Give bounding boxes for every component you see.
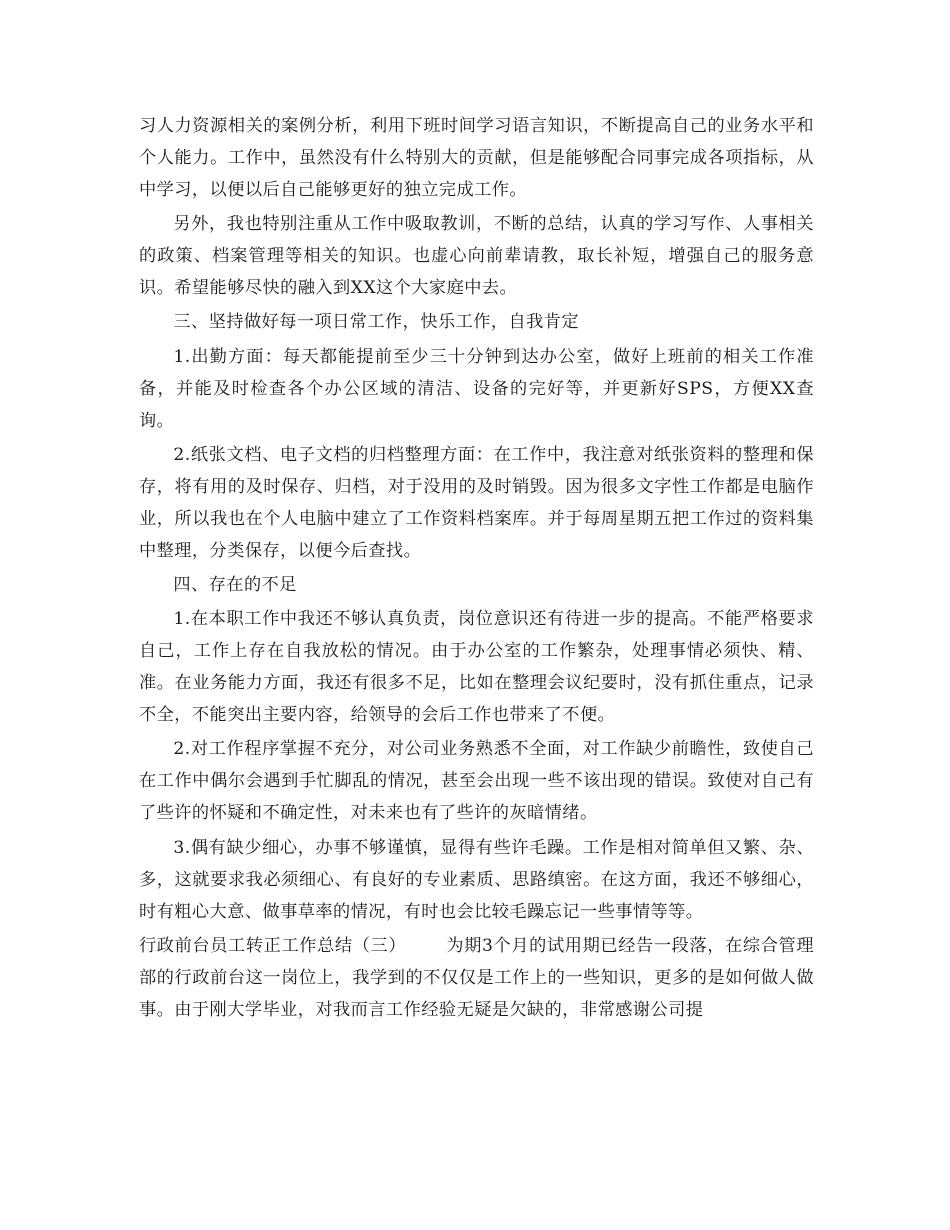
paragraph-5: 2.纸张文档、电子文档的归档整理方面：在工作中，我注意对纸张资料的整理和保存，将有用的及时保存、归档，对于没用的及时销毁。因为很多文字性工作都是电脑作业，所以我也在个人电脑中建立了工作资料档案库。并于每周星期五把工作过的资料集中整理，分类保存，以便今后查找。 <box>139 444 814 561</box>
document-body <box>139 110 814 1028</box>
section-heading-3: 三、坚持做好每一项日常工作，快乐工作，自我肯定 <box>173 312 580 333</box>
paragraph-9: 3.偶有缺少细心，办事不够谨慎，显得有些许毛躁。工作是相对简单但又繁、杂、多，这就要求我必须细心、有良好的专业素质、思路缜密。在这方面，我还不够细心，时有粗心大意、做事草率的情况，有时也会比较毛躁忘记一些事情等等。 <box>139 837 814 922</box>
section-title: 行政前台员工转正工作总结（三） <box>139 935 407 956</box>
final-paragraph-text: 为期3个月的试用期已经告一段落，在综合管理部的行政前台这一岗位上，我学到的不仅仅是工作上的一些知识，更多的是如何做人做事。由于刚大学毕业，对我而言工作经验无疑是欠缺的，非常感谢公司提 <box>139 935 814 1020</box>
paragraph-2: 另外，我也特别注重从工作中吸取教训，不断的总结，认真的学习写作、人事相关的政策、档案管理等相关的知识。也虚心向前辈请教，取长补短，增强自己的服务意识。希望能够尽快的融入到XX这个大家庭中去。 <box>139 214 814 299</box>
final-paragraph <box>139 930 814 1026</box>
paragraph-7: 1.在本职工作中我还不够认真负责，岗位意识还有待进一步的提高。不能严格要求自己，工作上存在自我放松的情况。由于办公室的工作繁杂，处理事情必须快、精、准。在业务能力方面，我还有很多不足，比如在整理会议纪要时，没有抓住重点，记录不全，不能突出主要内容，给领导的会后工作也带来了不便。 <box>139 609 814 726</box>
paragraph-1: 习人力资源相关的案例分析，利用下班时间学习语言知识，不断提高自己的业务水平和个人能力。工作中，虽然没有什么特别大的贡献，但是能够配合同事完成各项指标，从中学习，以便以后自己能够更好的独立完成工作。 <box>139 116 814 200</box>
paragraph-4: 1.出勤方面：每天都能提前至少三十分钟到达办公室，做好上班前的相关工作准备，并能及时检查各个办公区域的清洁、设备的完好等，并更新好SPS，方便XX查询。 <box>139 346 814 431</box>
section-heading-4: 四、存在的不足 <box>173 574 297 595</box>
paragraph-8: 2.对工作程序掌握不充分，对公司业务熟悉不全面，对工作缺少前瞻性，致使自己在工作中偶尔会遇到手忙脚乱的情况，甚至会出现一些不该出现的错误。致使对自己有了些许的怀疑和不确定性，对未来也有了些许的灰暗情绪。 <box>139 739 814 824</box>
